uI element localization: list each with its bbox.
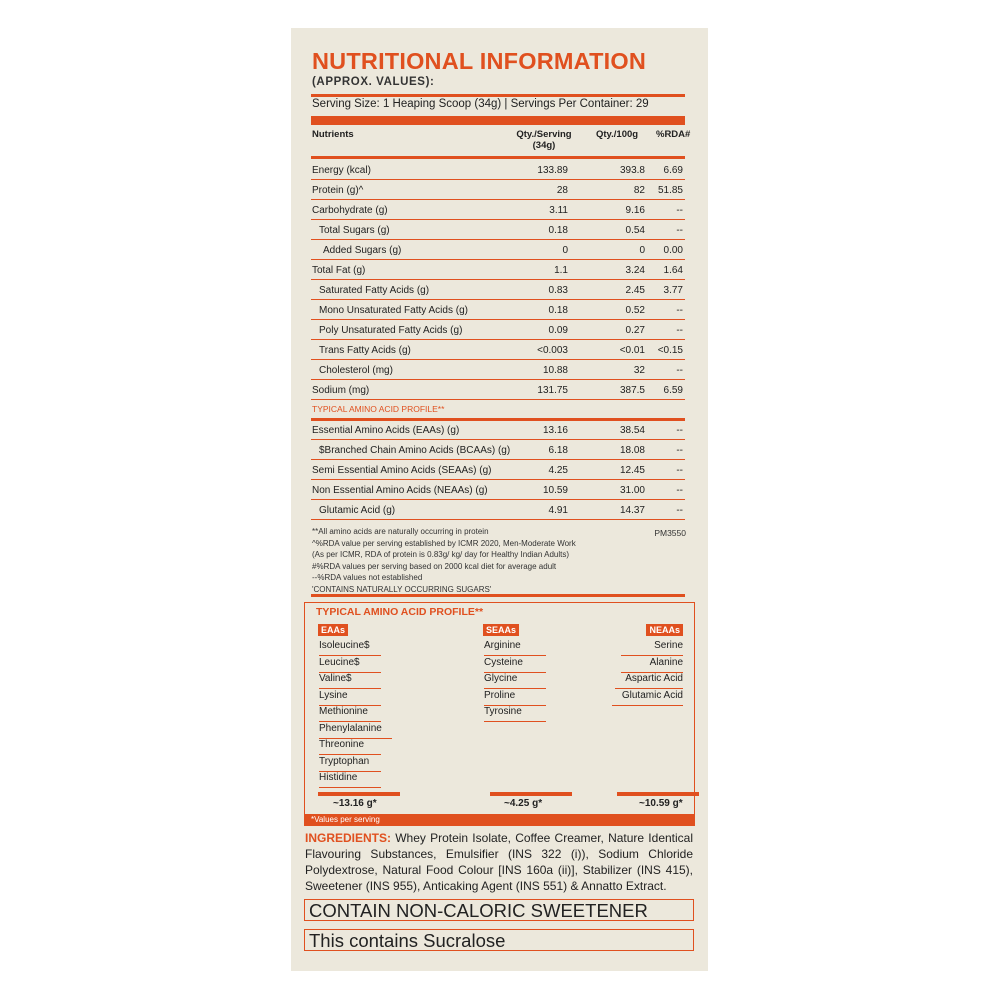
- divider: [311, 594, 685, 597]
- amino-section-header: TYPICAL AMINO ACID PROFILE**: [311, 401, 685, 421]
- nutrient-name: Protein (g)^: [312, 185, 364, 196]
- label-title: NUTRITIONAL INFORMATION: [312, 48, 647, 74]
- amino-profile-title: TYPICAL AMINO ACID PROFILE**: [316, 606, 484, 618]
- table-row: [311, 181, 685, 200]
- nutrient-name: Total Fat (g): [312, 265, 366, 276]
- col-header-per-serving: Qty./Serving (34g): [516, 129, 572, 151]
- footnote-line: --%RDA values not established: [312, 573, 423, 582]
- per-serving-value: 3.11: [549, 205, 568, 216]
- table-row: [311, 461, 685, 480]
- amino-acid-item: Phenylalanine: [319, 723, 392, 739]
- per-100g-value: 32: [633, 365, 645, 376]
- eaas-total-bar: [318, 792, 400, 796]
- amino-acid-item: Arginine: [484, 640, 546, 656]
- nutrient-name: Carbohydrate (g): [312, 205, 388, 216]
- amino-acid-item: Leucine$: [319, 657, 381, 673]
- per-100g-value: 31.00: [619, 485, 645, 496]
- per-serving-value: 13.16: [542, 425, 568, 436]
- table-row: [311, 381, 685, 400]
- footnote-line: 'CONTAINS NATURALLY OCCURRING SUGARS': [312, 584, 492, 594]
- per-100g-value: 387.5: [619, 385, 645, 396]
- per-serving-value: <0.003: [537, 345, 568, 356]
- rda-value: --: [676, 485, 683, 496]
- rda-value: --: [676, 325, 683, 336]
- nutrient-name: Sodium (mg): [312, 385, 370, 396]
- amino-acid-item: Methionine: [319, 706, 381, 722]
- nutrient-name: Total Sugars (g): [319, 225, 390, 236]
- nutrition-label-panel: [291, 28, 708, 971]
- amino-acid-item: Glycine: [484, 673, 546, 689]
- footnote-line: ^%RDA value per serving established by ICMR 2020, Men-Moderate Work: [312, 538, 576, 548]
- amino-acid-item: Alanine: [621, 657, 683, 673]
- nutrient-name: Added Sugars (g): [323, 245, 402, 256]
- per-serving-value: 6.18: [548, 445, 568, 456]
- per-100g-value: 14.37: [619, 505, 645, 516]
- nutrient-name: Non Essential Amino Acids (NEAAs) (g): [312, 485, 488, 496]
- amino-acid-item: Threonine: [319, 739, 381, 755]
- amino-acid-item: Lysine: [319, 690, 381, 706]
- per-serving-value: 0.83: [548, 285, 568, 296]
- amino-acid-item: Aspartic Acid: [615, 673, 683, 689]
- nutrient-name: Saturated Fatty Acids (g): [319, 285, 430, 296]
- per-100g-value: <0.01: [619, 345, 645, 356]
- amino-acid-item: Glutamic Acid: [612, 690, 683, 706]
- per-100g-value: 9.16: [625, 205, 645, 216]
- per-serving-value: 10.59: [542, 485, 568, 496]
- eaas-total: ~13.16 g*: [333, 798, 377, 809]
- ingredients-label: INGREDIENTS:: [305, 831, 392, 845]
- per-100g-value: 2.45: [625, 285, 645, 296]
- nutrient-name: Energy (kcal): [312, 165, 371, 176]
- rda-value: 6.69: [663, 165, 683, 176]
- amino-acid-item: Valine$: [319, 673, 381, 689]
- neaas-total: ~10.59 g*: [639, 798, 683, 809]
- seaas-total: ~4.25 g*: [504, 798, 543, 809]
- nutrient-name: Cholesterol (mg): [319, 365, 393, 376]
- product-code: PM3550: [654, 528, 686, 538]
- seaas-tag: SEAAs: [483, 624, 519, 636]
- divider: [311, 94, 685, 97]
- nutrient-name: Trans Fatty Acids (g): [319, 345, 411, 356]
- col-header-per-100g: Qty./100g: [596, 129, 639, 140]
- table-row: [311, 441, 685, 460]
- rda-value: 51.85: [657, 185, 683, 196]
- amino-acid-item: Histidine: [319, 772, 381, 788]
- per-serving-value: 0.09: [548, 325, 568, 336]
- table-row: [311, 501, 685, 520]
- rda-value: --: [676, 465, 683, 476]
- per-serving-value: 1.1: [554, 265, 568, 276]
- table-row: [311, 221, 685, 240]
- table-row: [311, 341, 685, 360]
- rda-value: --: [676, 305, 683, 316]
- table-row: [311, 321, 685, 340]
- nutrient-name: Semi Essential Amino Acids (SEAAs) (g): [312, 465, 492, 476]
- label-subtitle: (APPROX. VALUES):: [312, 76, 435, 88]
- rda-value: --: [676, 505, 683, 516]
- ingredients-text: INGREDIENTS: Whey Protein Isolate, Coffee Creamer, Nature Identical Flavouring Substances, Emulsifier (INS 322 (i)), Sodium Chloride Polydextrose, Natural Food Colour [INS 160a (ii)], Stabilizer (INS 415), Sweetener (INS 955), Anticaking Agent (INS 551) & Annatto Extract.: [305, 831, 693, 893]
- table-row: [311, 421, 685, 440]
- nutrient-name: Poly Unsaturated Fatty Acids (g): [319, 325, 463, 336]
- rda-value: --: [676, 205, 683, 216]
- per-100g-value: 38.54: [619, 425, 645, 436]
- col-header-nutrients: Nutrients: [312, 129, 354, 140]
- rda-value: --: [676, 425, 683, 436]
- amino-acid-item: Isoleucine$: [319, 640, 381, 656]
- per-serving-value: 0.18: [548, 225, 568, 236]
- per-100g-value: 0.27: [625, 325, 645, 336]
- nutrient-name: Mono Unsaturated Fatty Acids (g): [319, 305, 468, 316]
- table-row: [311, 301, 685, 320]
- serving-info: Serving Size: 1 Heaping Scoop (34g) | Servings Per Container: 29: [312, 98, 649, 110]
- table-row: [311, 241, 685, 260]
- amino-acid-item: Tyrosine: [484, 706, 546, 722]
- rda-value: --: [676, 445, 683, 456]
- footnote-line: **All amino acids are naturally occurring in protein: [312, 527, 489, 536]
- eaas-tag: EAAs: [318, 624, 348, 636]
- amino-acid-item: Proline: [484, 690, 546, 706]
- amino-acid-item: Serine: [621, 640, 683, 656]
- per-100g-value: 0.52: [625, 305, 645, 316]
- nutrient-name: $Branched Chain Amino Acids (BCAAs) (g): [319, 445, 511, 456]
- rda-value: <0.15: [657, 345, 683, 356]
- per-serving-value: 131.75: [537, 385, 568, 396]
- sucralose-warning: This contains Sucralose: [304, 929, 694, 951]
- footnote-line: #%RDA values per serving based on 2000 kcal diet for average adult: [312, 561, 557, 571]
- per-serving-value: 0.18: [548, 305, 568, 316]
- per-100g-value: 3.24: [625, 265, 645, 276]
- per-serving-value: 4.25: [548, 465, 568, 476]
- nutrient-name: Essential Amino Acids (EAAs) (g): [312, 425, 460, 436]
- rda-value: --: [676, 225, 683, 236]
- per-serving-value: 10.88: [542, 365, 568, 376]
- col-header-rda: %RDA#: [656, 129, 691, 140]
- table-row: [311, 201, 685, 220]
- per-100g-value: 12.45: [619, 465, 645, 476]
- per-serving-value: 28: [556, 185, 568, 196]
- rda-value: 3.77: [663, 285, 683, 296]
- table-row: [311, 261, 685, 280]
- amino-profile-box: [304, 602, 695, 826]
- values-per-serving-note: *Values per serving: [305, 814, 694, 825]
- table-row: [311, 361, 685, 380]
- per-100g-value: 393.8: [619, 165, 645, 176]
- per-100g-value: 82: [633, 185, 645, 196]
- rda-value: 0.00: [663, 245, 683, 256]
- divider: [311, 116, 685, 125]
- rda-value: 6.59: [663, 385, 683, 396]
- neaas-total-bar: [617, 792, 699, 796]
- per-100g-value: 0.54: [625, 225, 645, 236]
- footnote-line: (As per ICMR, RDA of protein is 0.83g/ kg/ day for Healthy Indian Adults): [312, 550, 570, 559]
- table-row: [311, 481, 685, 500]
- per-100g-value: 0: [639, 245, 645, 256]
- rda-value: --: [676, 365, 683, 376]
- table-row: [311, 161, 685, 180]
- per-serving-value: 4.91: [548, 505, 568, 516]
- amino-acid-item: Tryptophan: [319, 756, 381, 772]
- per-100g-value: 18.08: [619, 445, 645, 456]
- divider: [311, 156, 685, 159]
- amino-acid-item: Cysteine: [484, 657, 546, 673]
- nutrient-name: Glutamic Acid (g): [319, 505, 396, 516]
- seaas-total-bar: [490, 792, 572, 796]
- sweetener-warning: CONTAIN NON-CALORIC SWEETENER: [304, 899, 694, 921]
- table-row: [311, 281, 685, 300]
- rda-value: 1.64: [663, 265, 683, 276]
- per-serving-value: 0: [562, 245, 568, 256]
- neaas-tag: NEAAs: [646, 624, 683, 636]
- per-serving-value: 133.89: [537, 165, 568, 176]
